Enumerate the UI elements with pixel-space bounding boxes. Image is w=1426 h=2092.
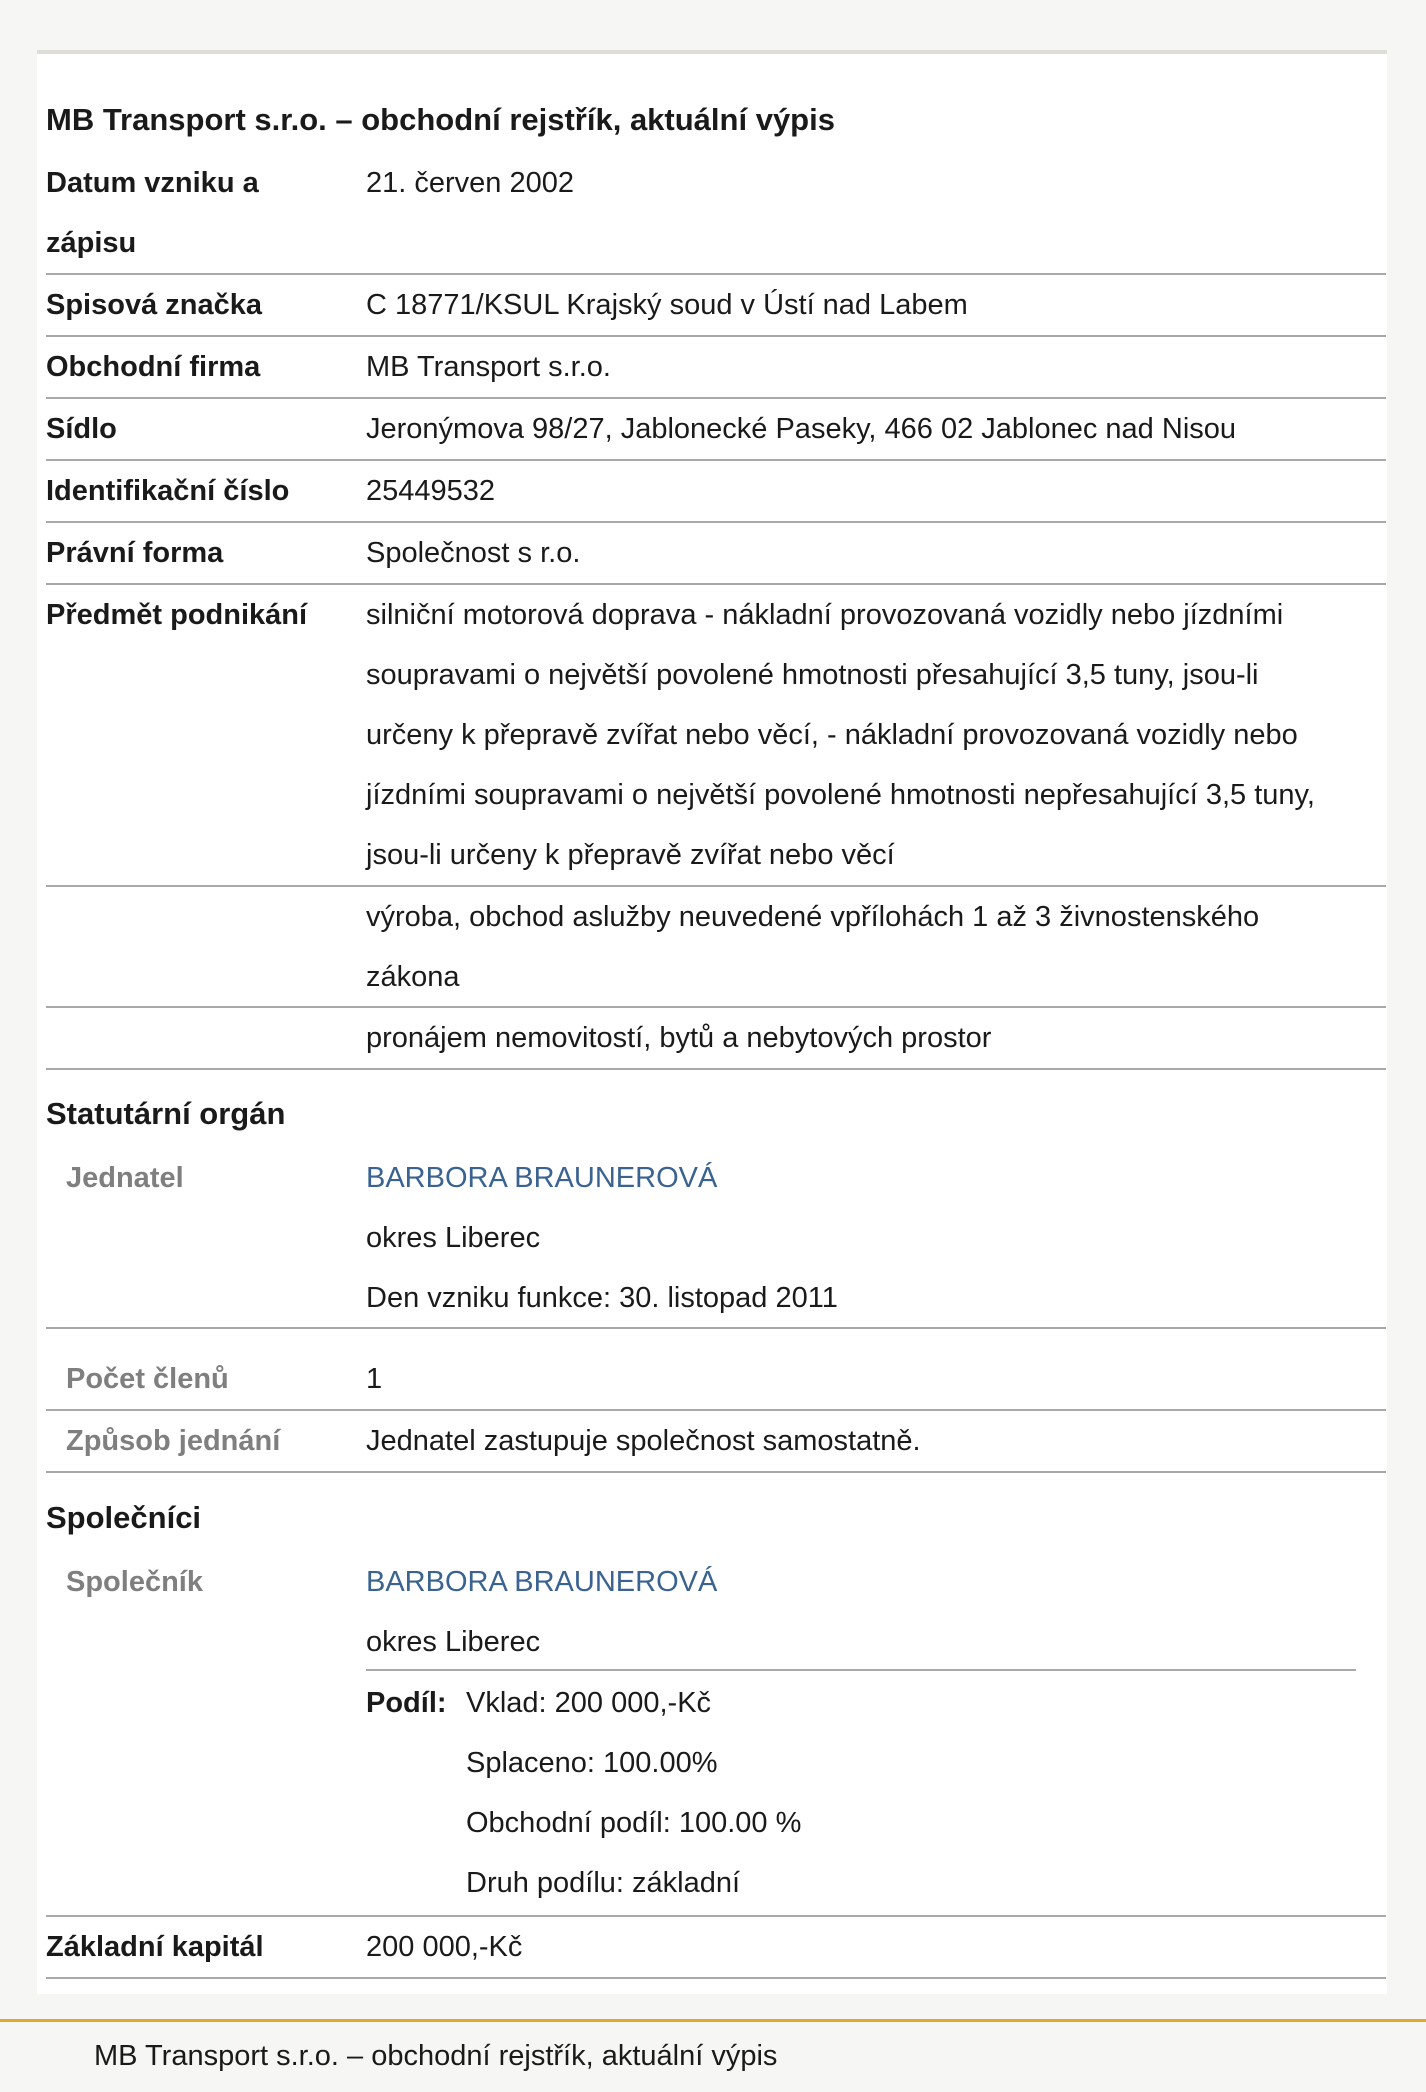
value-pocet-clenu [366, 1349, 1406, 1409]
value-identifikacni-cislo [366, 461, 1406, 521]
predmet-item1-line: soupravami o největší povolené hmotnosti přesahující 3,5 tuny, jsou-li [366, 659, 1259, 691]
label-predmet-podnikani: Předmět podnikání [46, 599, 308, 631]
value-zpusob-text: Jednatel zastupuje společnost samostatně. [366, 1425, 921, 1457]
value-jednatel [366, 1148, 1406, 1328]
label-datum-vzniku [46, 153, 346, 273]
value-obchodni-firma [366, 337, 1406, 397]
spolecnik-name-link[interactable]: BARBORA BRAUNEROVÁ [366, 1566, 718, 1598]
predmet-item1-line: určeny k přepravě zvířat nebo věcí, - nákladní provozovaná vozidly nebo [366, 719, 1298, 751]
value-zakladni-kapital [366, 1917, 1406, 1977]
predmet-item3-line: pronájem nemovitostí, bytů a nebytových prostor [366, 1022, 992, 1054]
label-datum-line2: zápisu [46, 227, 137, 259]
predmet-item1-line: jízdními soupravami o největší povolené hmotnosti nepřesahující 3,5 tuny, [366, 779, 1315, 811]
row-identifikacni-cislo [46, 461, 1386, 523]
value-kapital-text: 200 000,-Kč [366, 1931, 523, 1963]
label-obchodni-firma: Obchodní firma [46, 351, 261, 383]
label-sidlo: Sídlo [46, 413, 117, 445]
podil-values [466, 1673, 801, 1913]
row-zpusob-jednani [46, 1411, 1386, 1473]
label-spisova-znacka: Spisová značka [46, 289, 262, 321]
row-obchodni-firma [46, 337, 1386, 399]
jednatel-okres: okres Liberec [366, 1222, 541, 1254]
label-zpusob-jednani: Způsob jednání [66, 1425, 281, 1457]
jednatel-name-link[interactable]: BARBORA BRAUNEROVÁ [366, 1162, 718, 1194]
label-identifikacni-cislo: Identifikační číslo [46, 475, 290, 507]
row-predmet-podnikani [46, 585, 1386, 887]
value-zpusob-jednani [366, 1411, 1406, 1471]
value-predmet-item-3 [366, 1008, 1406, 1068]
value-datum-text: 21. červen 2002 [366, 167, 574, 199]
label-jednatel: Jednatel [66, 1162, 184, 1194]
row-datum-vzniku [46, 153, 1386, 275]
row-jednatel [46, 1148, 1386, 1329]
value-pocet-text: 1 [366, 1363, 383, 1395]
value-predmet-item-2 [366, 887, 1406, 1007]
label-datum-line1: Datum vzniku a [46, 167, 259, 199]
value-pravni-forma [366, 523, 1406, 583]
predmet-item1-line: silniční motorová doprava - nákladní provozovaná vozidly nebo jízdními [366, 599, 1284, 631]
row-spisova-znacka [46, 275, 1386, 337]
value-spolecnik [366, 1552, 1406, 1672]
label-podil: Podíl: [366, 1687, 447, 1719]
spolecnik-okres: okres Liberec [366, 1626, 541, 1658]
value-spisova-text: C 18771/KSUL Krajský soud v Ústí nad Labem [366, 289, 968, 321]
podil-divider [366, 1669, 1356, 1671]
value-ico-text: 25449532 [366, 475, 496, 507]
row-predmet-item-3 [46, 1008, 1386, 1070]
row-sidlo [46, 399, 1386, 461]
value-datum-vzniku [366, 153, 1406, 213]
label-spolecnik: Společník [66, 1566, 203, 1598]
podil-vklad: Vklad: 200 000,-Kč [466, 1687, 712, 1719]
value-firma-text: MB Transport s.r.o. [366, 351, 611, 383]
predmet-item2-line: výroba, obchod aslužby neuvedené vpřílohách 1 až 3 živnostenského [366, 901, 1260, 933]
page-title: MB Transport s.r.o. – obchodní rejstřík, aktuální výpis [46, 102, 835, 137]
section-statutarni-organ: Statutární orgán [46, 1096, 286, 1131]
jednatel-vznik-funkce: Den vzniku funkce: 30. listopad 2011 [366, 1282, 838, 1314]
predmet-item2-line: zákona [366, 961, 460, 993]
row-pocet-clenu [46, 1349, 1386, 1411]
value-spisova-znacka [366, 275, 1406, 335]
label-zakladni-kapital: Základní kapitál [46, 1931, 264, 1963]
section-spolecnici: Společníci [46, 1500, 202, 1535]
podil-splaceno: Splaceno: 100.00% [466, 1747, 718, 1779]
value-forma-text: Společnost s r.o. [366, 537, 581, 569]
label-pravni-forma: Právní forma [46, 537, 224, 569]
footer-title: MB Transport s.r.o. – obchodní rejstřík, aktuální výpis [94, 2040, 778, 2072]
value-predmet-item-1 [366, 585, 1406, 885]
value-sidlo-text: Jeronýmova 98/27, Jablonecké Paseky, 466 02 Jablonec nad Nisou [366, 413, 1237, 445]
row-predmet-item-2 [46, 887, 1386, 1008]
podil-druh: Druh podílu: základní [466, 1867, 741, 1899]
predmet-item1-line: jsou-li určeny k přepravě zvířat nebo věcí [366, 839, 895, 871]
row-pravni-forma [46, 523, 1386, 585]
row-zakladni-kapital [46, 1917, 1386, 1979]
value-sidlo [366, 399, 1406, 459]
podil-obchodni: Obchodní podíl: 100.00 % [466, 1807, 802, 1839]
label-pocet-clenu: Počet členů [66, 1363, 229, 1395]
